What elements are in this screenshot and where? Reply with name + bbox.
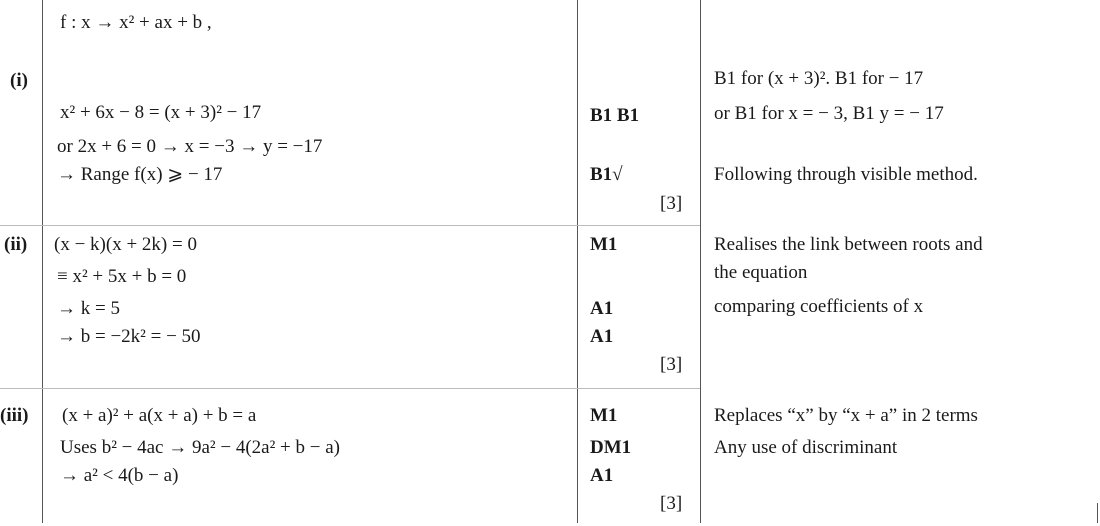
mark-code: DM1 bbox=[590, 437, 632, 458]
part-total: [3] bbox=[660, 354, 683, 375]
working-line: → Range f(x) ⩾ − 17 bbox=[57, 164, 223, 185]
mark-code: B1√ bbox=[590, 164, 623, 185]
right-edge-mark bbox=[1097, 503, 1098, 523]
marks-column-border bbox=[577, 0, 578, 523]
guidance-note: Realises the link between roots and bbox=[714, 234, 983, 255]
guidance-note: the equation bbox=[714, 262, 808, 283]
part-label-ii: (ii) bbox=[4, 234, 28, 255]
working-line: (x − k)(x + 2k) = 0 bbox=[54, 234, 197, 255]
part-total: [3] bbox=[660, 493, 683, 514]
part-label-iii: (iii) bbox=[0, 405, 29, 426]
working-line: ≡ x² + 5x + b = 0 bbox=[57, 266, 187, 287]
part-label-i: (i) bbox=[10, 70, 28, 91]
mark-code: B1 B1 bbox=[590, 105, 640, 126]
total-column-border bbox=[700, 0, 701, 523]
working-line: Uses b² − 4ac → 9a² − 4(2a² + b − a) bbox=[60, 437, 340, 458]
working-line: x² + 6x − 8 = (x + 3)² − 17 bbox=[60, 102, 262, 123]
guidance-note: Any use of discriminant bbox=[714, 437, 898, 458]
working-line: → a² < 4(b − a) bbox=[60, 465, 179, 486]
function-definition: f : x → x² + ax + b , bbox=[60, 12, 212, 33]
guidance-note: or B1 for x = − 3, B1 y = − 17 bbox=[714, 103, 944, 124]
working-line: (x + a)² + a(x + a) + b = a bbox=[62, 405, 257, 426]
guidance-note: comparing coefficients of x bbox=[714, 296, 924, 317]
working-line: → b = −2k² = − 50 bbox=[57, 326, 201, 347]
mark-code: M1 bbox=[590, 405, 618, 426]
guidance-note: Replaces “x” by “x + a” in 2 terms bbox=[714, 405, 978, 426]
guidance-note: Following through visible method. bbox=[714, 164, 978, 185]
working-line: or 2x + 6 = 0 → x = −3 → y = −17 bbox=[57, 136, 323, 157]
mark-code: A1 bbox=[590, 298, 614, 319]
row-divider-2 bbox=[0, 388, 700, 389]
guidance-note: B1 for (x + 3)². B1 for − 17 bbox=[714, 68, 924, 89]
part-total: [3] bbox=[660, 193, 683, 214]
mark-code: M1 bbox=[590, 234, 618, 255]
row-divider-1 bbox=[0, 225, 700, 226]
mark-code: A1 bbox=[590, 326, 614, 347]
left-border bbox=[42, 0, 43, 523]
mark-code: A1 bbox=[590, 465, 614, 486]
working-line: → k = 5 bbox=[57, 298, 120, 319]
